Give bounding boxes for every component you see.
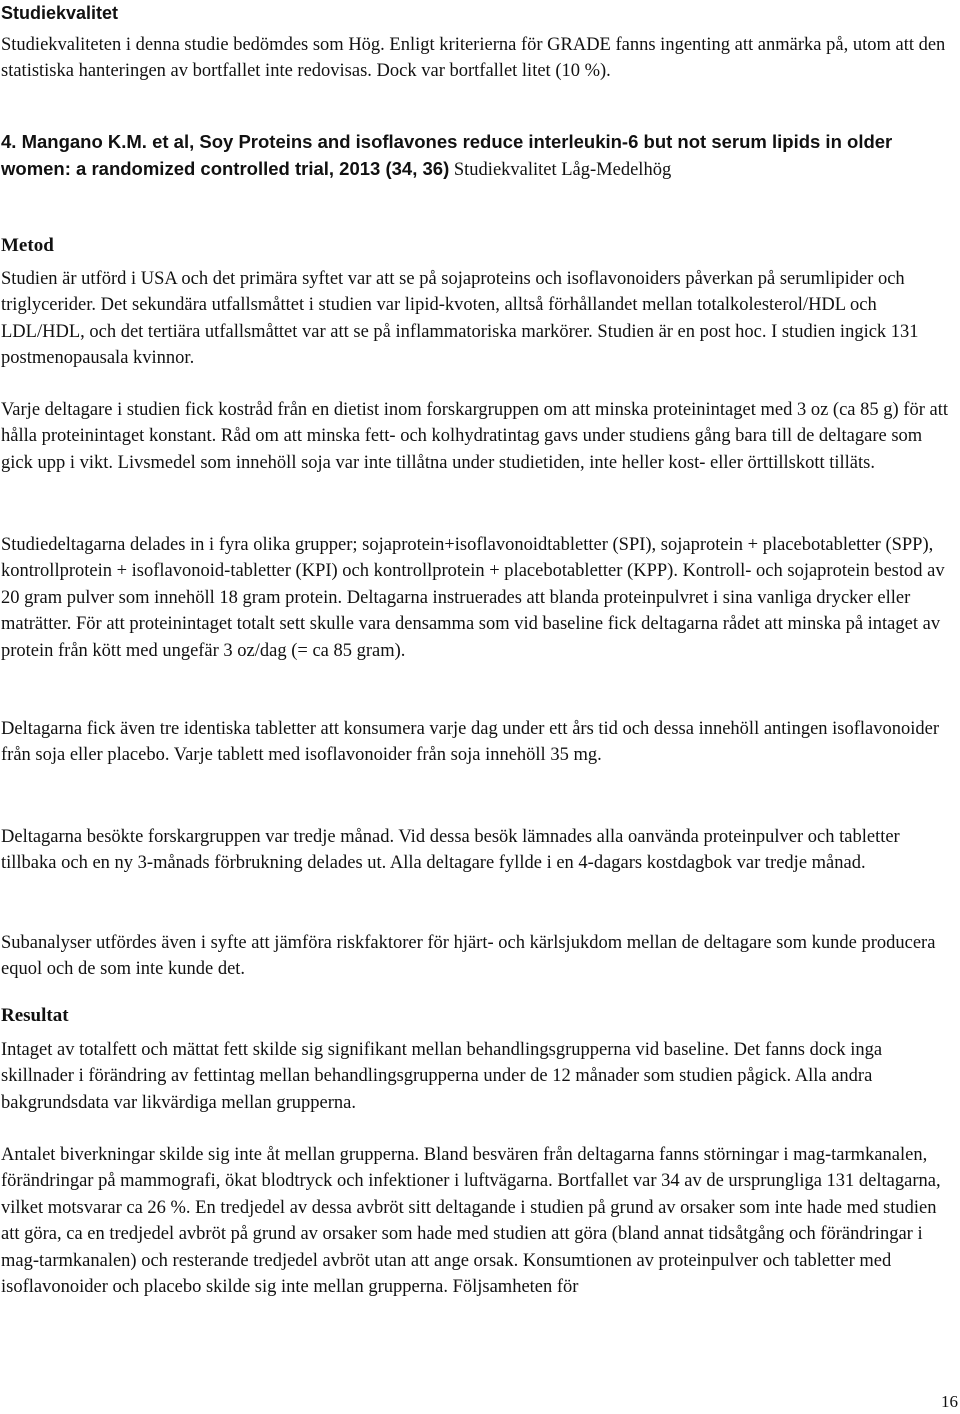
quality-heading: Studiekvalitet	[1, 3, 119, 23]
study-title	[1, 129, 951, 184]
method-paragraph-4: Deltagarna fick även tre identiska tabletter att konsumera varje dag under ett års tid och dessa innehöll antingen isoflavonoider från soja eller placebo. Varje tablett med isoflavonoider från soja innehöll 35 mg.	[1, 719, 940, 766]
method-paragraph-2: Varje deltagare i studien fick kostråd från en dietist inom forskargruppen om att minska proteinintaget med 3 oz (ca 85 g) för att hålla proteinintaget konstant. Råd om att minska fett- och kolhydratintag gavs under studiens gång bara till de deltagare som gick upp i vikt. Livsmedel som innehöll soja var inte tillåtna under studietiden, inte heller kost- eller örttillskott tilläts.	[1, 400, 948, 473]
method-paragraph-6: Subanalyser utfördes även i syfte att jämföra riskfaktorer för hjärt- och kärlsjukdom mellan de deltagare som kunde producera equol och de som inte kunde det.	[1, 933, 936, 980]
result-heading: Resultat	[1, 1005, 69, 1026]
method-paragraph-5: Deltagarna besökte forskargruppen var tredje månad. Vid dessa besök lämnades alla oanvända proteinpulver och tabletter tillbaka och en ny 3-månads förbrukning delades ut. Alla deltagare fyllde i en 4-dagars kostdagbok var tredje månad.	[1, 827, 900, 874]
study-quality-inline: Studiekvalitet Låg-Medelhög	[453, 160, 672, 181]
result-paragraph-1: Intaget av totalfett och mättat fett skilde sig signifikant mellan behandlingsgrupperna vid baseline. Det fanns dock inga skillnader i förändring av fettintag mellan behandlingsgrupperna under de 12 månader som studien pågick. Alla andra bakgrundsdata var likvärdiga mellan grupperna.	[1, 1040, 883, 1113]
result-paragraph-2: Antalet biverkningar skilde sig inte åt mellan grupperna. Bland besvären från deltagarna fanns störningar i mag-tarmkanalen, förändringar på mammografi, ökat blodtryck och infektioner i luftvägarna. Bortfallet var 34 av de ursprungliga 131 deltagarna, vilket motsvarar ca 26 %. En tredjedel av dessa avbröt sitt deltagande i studien på grund av orsaker som inte hade med studien att göra, ca en tredjedel avbröt på grund av orsaker som hade med studien att göra (bland annat tidsåtgång och förändringar i mag-tarmkanalen) och resterande tredjedel avbröt utan att ange orsak. Konsumtionen av proteinpulver och tabletter med isoflavonoider och placebo skilde sig inte mellan grupperna. Följsamheten för	[1, 1145, 941, 1298]
method-paragraph-3: Studiedeltagarna delades in i fyra olika grupper; sojaprotein+isoflavonoidtabletter (SPI), sojaprotein + placebotabletter (SPP), kontrollprotein + isoflavonoid-tabletter (KPI) och kontrollprotein + placebotabletter (KPP). Kontroll- och sojaprotein bestod av 20 gram pulver som innehöll 18 gram protein. Deltagarna instruerades att blanda proteinpulvret i sina vanliga drycker eller maträtter. För att proteinintaget totalt sett skulle vara densamma som vid baseline fick deltagarna rådet att minska på intaget av protein från kött med ungefär 3 oz/dag (= ca 85 gram).	[1, 535, 945, 661]
method-paragraph-1: Studien är utförd i USA och det primära syftet var att se på sojaproteins och isoflavonoiders påverkan på serumlipider och triglycerider. Det sekundära utfallsmåttet i studien var lipid-kvoten, alltså förhållandet mellan totalkolesterol/HDL och LDL/HDL, och det tertiära utfallsmåttet var att se på inflammatoriska markörer. Studien är en post hoc. I studien ingick 131 postmenopausala kvinnor.	[1, 269, 919, 369]
quality-paragraph: Studiekvaliteten i denna studie bedömdes som Hög. Enligt kriterierna för GRADE fanns ingenting att anmärka på, utom att den statistiska hanteringen av bortfallet inte redovisas. Dock var bortfallet litet (10 %).	[1, 35, 946, 82]
page-number: 16	[941, 1392, 958, 1411]
study-title-text: 4. Mangano K.M. et al, Soy Proteins and isoflavones reduce interleukin-6 but not serum lipids in older women: a randomized controlled trial, 2013 (34, 36)	[1, 131, 893, 180]
method-heading: Metod	[1, 235, 54, 256]
